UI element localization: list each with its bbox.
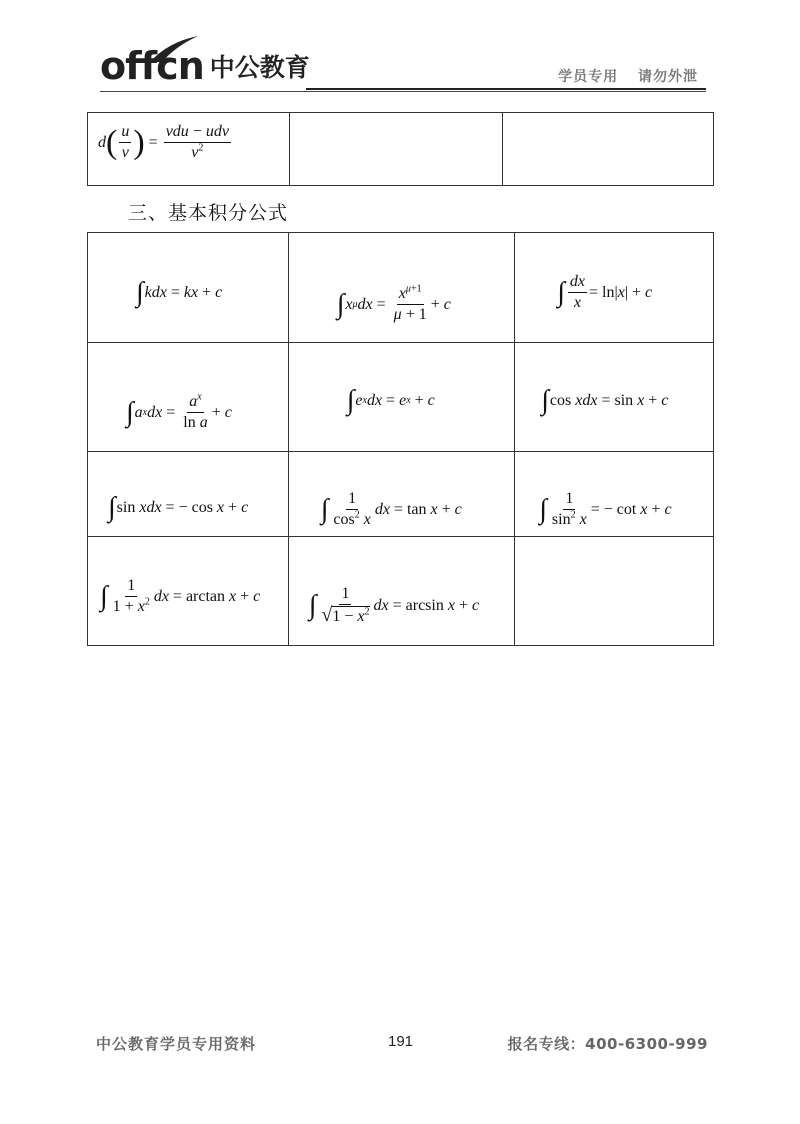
formula-int-sec-squared: ∫ $\frac{1}{\cos^2 x}$ dx = tan x + c bbox=[320, 490, 462, 528]
formula-cell bbox=[88, 537, 289, 646]
formula-cell bbox=[288, 452, 515, 537]
formula-int-k: ∫ kdx = kx + c bbox=[136, 277, 223, 308]
formula-int-exponential-e: ∫ e x dx = e x + c bbox=[346, 385, 435, 416]
formula-int-cos: ∫ cos xdx = sin x + c bbox=[541, 385, 669, 416]
logo-text: offcn bbox=[100, 44, 204, 88]
formula-quotient-differential: d ( $\frac{u}{v}$ ) = $\frac{\text{vdu − udv}}{v^2}$ bbox=[98, 123, 229, 161]
formula-cell bbox=[288, 537, 515, 646]
page-header bbox=[100, 40, 706, 92]
formula-cell bbox=[88, 233, 289, 343]
integral-formula-table bbox=[87, 232, 714, 646]
page-number: 191 bbox=[388, 1033, 414, 1050]
empty-cell bbox=[290, 113, 503, 186]
formula-cell bbox=[288, 233, 515, 343]
empty-cell bbox=[503, 113, 714, 186]
formula-int-reciprocal: ∫ $\frac{dx}{x}$ = ln| x | + c bbox=[557, 273, 653, 311]
footer-left-text: 中公教育学员专用资料 bbox=[96, 1035, 257, 1053]
tag-no-leak: 请勿外泄 bbox=[638, 69, 698, 85]
tag-student-only: 学员专用 bbox=[558, 69, 619, 85]
formula-int-power: ∫ x μ dx = $\frac{x^{\mu+1}}{\mu + 1}$ + c bbox=[336, 283, 451, 323]
logo-cn-text: 中公教育 bbox=[209, 53, 310, 82]
footer-hotline: 报名专线：400-6300-999 bbox=[507, 1035, 708, 1053]
formula-int-arcsin: ∫ $\frac{1}{√1 - x^2}$ dx = arcsin x + c bbox=[308, 585, 480, 626]
formula-cell bbox=[88, 113, 290, 186]
formula-cell bbox=[88, 452, 289, 537]
formula-int-arctan: ∫ $\frac{1}{1 + x^2}$ dx = arctan x + c bbox=[100, 577, 261, 615]
formula-cell bbox=[88, 343, 289, 452]
header-rule-thick bbox=[306, 88, 706, 90]
derivative-table-tail bbox=[87, 112, 714, 186]
formula-int-sin: ∫ sin xdx = − cos x + c bbox=[108, 492, 249, 523]
formula-int-csc-squared: ∫ $\frac{1}{\sin^2 x}$ = − cot x + c bbox=[539, 490, 672, 528]
header-tags bbox=[544, 66, 698, 86]
formula-cell bbox=[288, 343, 515, 452]
formula-cell bbox=[515, 452, 714, 537]
formula-int-exponential-a: ∫ a x dx = $\frac{a^x}{\text{ln a}}$ + c bbox=[126, 391, 232, 431]
header-rule-thin bbox=[100, 91, 706, 92]
empty-cell bbox=[515, 537, 714, 646]
logo-swoosh-icon bbox=[148, 34, 200, 64]
section-title: 三、基本积分公式 bbox=[128, 202, 289, 224]
formula-cell bbox=[515, 233, 714, 343]
formula-cell bbox=[515, 343, 714, 452]
offcn-logo bbox=[100, 46, 310, 86]
